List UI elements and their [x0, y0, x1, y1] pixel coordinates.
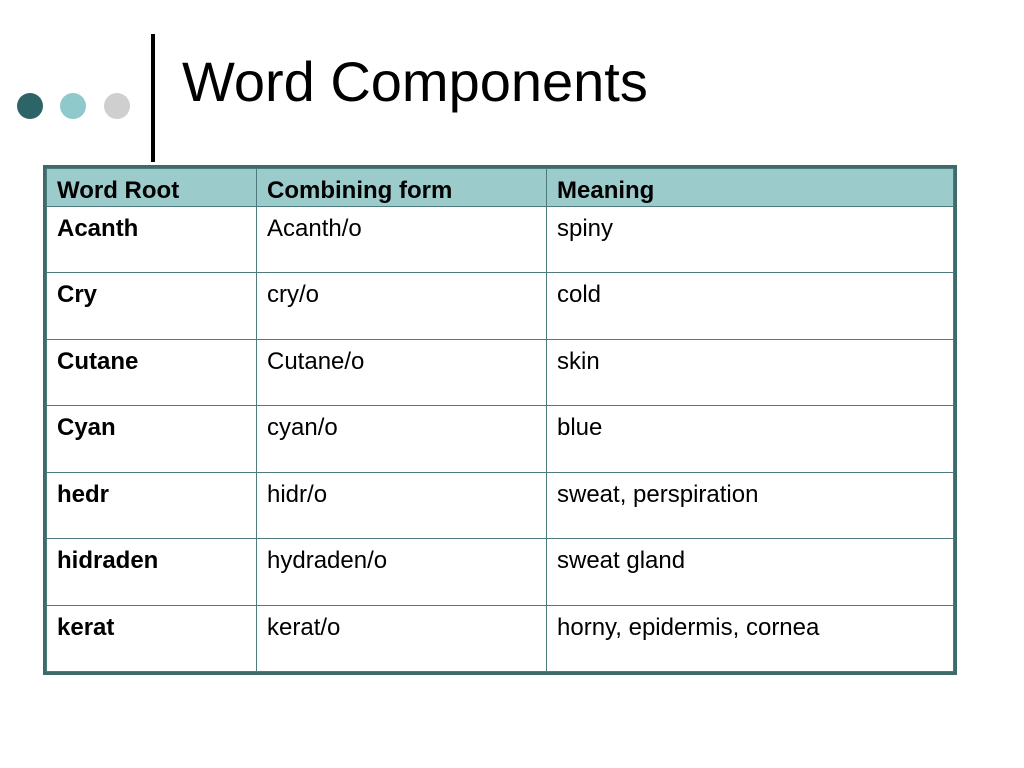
combining-form-cell: hydraden/o	[257, 539, 547, 605]
combining-form-cell: hidr/o	[257, 472, 547, 538]
decorative-dot-light	[60, 93, 86, 119]
word-root-cell: kerat	[47, 605, 257, 671]
word-root-cell: Acanth	[47, 206, 257, 272]
column-header-combining-form: Combining form	[257, 169, 547, 207]
page-title: Word Components	[182, 50, 648, 113]
word-root-cell: hidraden	[47, 539, 257, 605]
title-divider	[151, 34, 155, 162]
word-root-cell: Cyan	[47, 406, 257, 472]
meaning-cell: spiny	[547, 206, 954, 272]
table-row	[47, 472, 954, 538]
decorative-dot-grey	[104, 93, 130, 119]
column-header-word-root: Word Root	[47, 169, 257, 207]
table-row	[47, 273, 954, 339]
meaning-cell: cold	[547, 273, 954, 339]
meaning-cell: skin	[547, 339, 954, 405]
combining-form-cell: Cutane/o	[257, 339, 547, 405]
decorative-dot-dark	[17, 93, 43, 119]
word-root-cell: Cry	[47, 273, 257, 339]
meaning-cell: blue	[547, 406, 954, 472]
table-row	[47, 406, 954, 472]
table-row	[47, 206, 954, 272]
meaning-cell: sweat, perspiration	[547, 472, 954, 538]
table-row	[47, 605, 954, 671]
meaning-cell: horny, epidermis, cornea	[547, 605, 954, 671]
combining-form-cell: Acanth/o	[257, 206, 547, 272]
combining-form-cell: cyan/o	[257, 406, 547, 472]
column-header-meaning: Meaning	[547, 169, 954, 207]
word-root-cell: Cutane	[47, 339, 257, 405]
table-row	[47, 339, 954, 405]
combining-form-cell: kerat/o	[257, 605, 547, 671]
combining-form-cell: cry/o	[257, 273, 547, 339]
meaning-cell: sweat gland	[547, 539, 954, 605]
word-root-cell: hedr	[47, 472, 257, 538]
table-row	[47, 539, 954, 605]
word-components-table	[43, 165, 957, 675]
table-header-row	[47, 169, 954, 207]
